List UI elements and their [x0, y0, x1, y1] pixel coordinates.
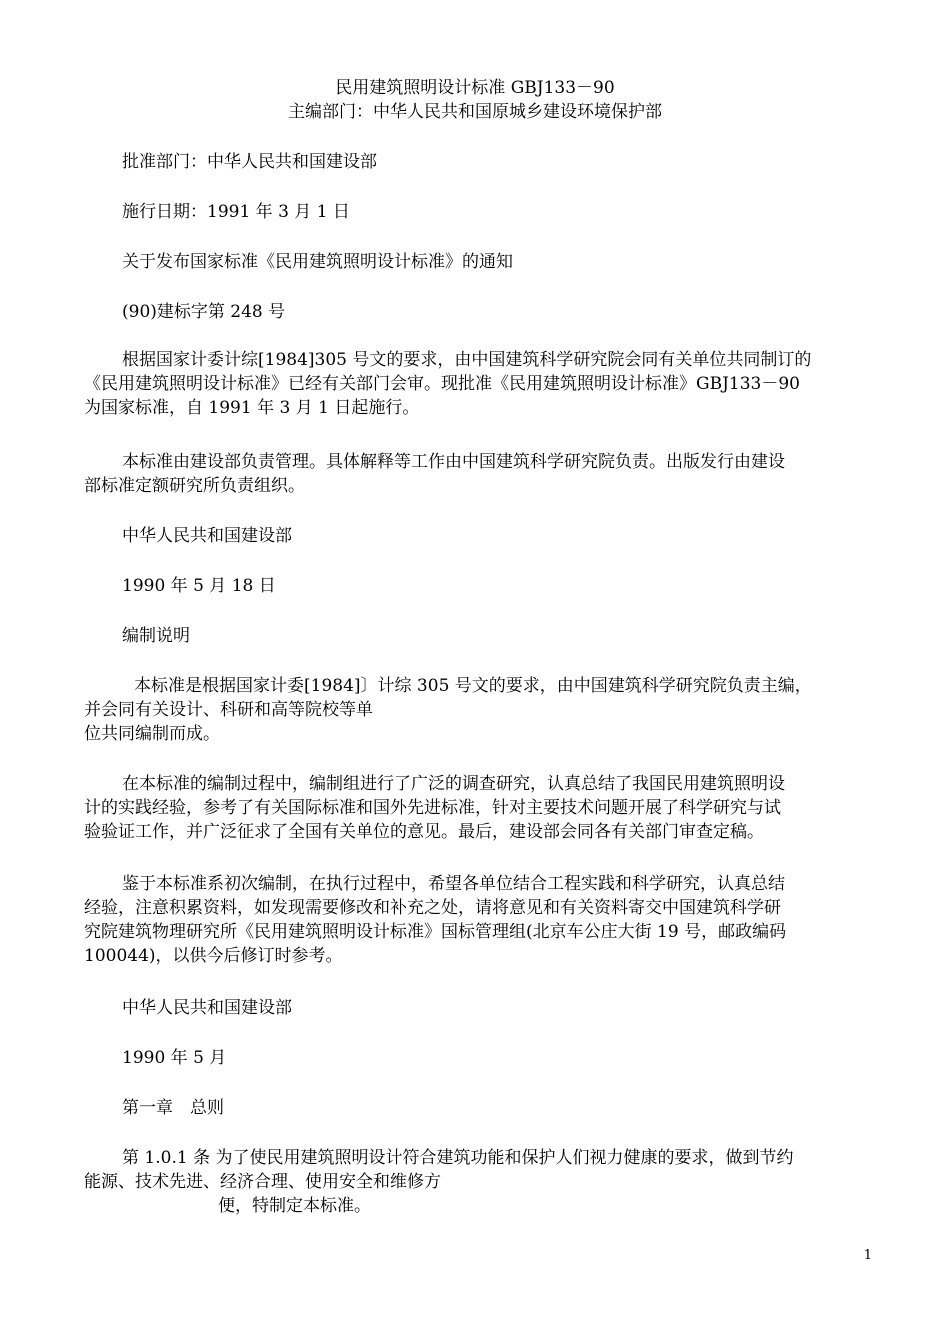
page-number: 1	[863, 1248, 872, 1263]
explanation-heading: 编制说明	[122, 626, 190, 646]
article-line-1: 第 1.0.1 条 为了使民用建筑照明设计符合建筑功能和保护人们视力健康的要求，做到节约	[122, 1148, 794, 1168]
article-line-3: 便，特制定本标准。	[218, 1196, 371, 1216]
chapter-1-heading: 第一章 总则	[122, 1098, 224, 1118]
approver-line: 批准部门：中华人民共和国建设部	[122, 152, 377, 172]
notice-paragraph-2	[84, 450, 874, 498]
doc-number: (90)建标字第 248 号	[122, 302, 286, 322]
explanation-paragraph-3	[84, 872, 874, 968]
notice-title: 关于发布国家标准《民用建筑照明设计标准》的通知	[122, 252, 513, 272]
explanation-signer: 中华人民共和国建设部	[122, 998, 292, 1018]
effective-date-line: 施行日期：1991 年 3 月 1 日	[122, 202, 350, 222]
notice-p1-line-3: 为国家标准，自 1991 年 3 月 1 日起施行。	[84, 398, 420, 418]
explanation-p1-line-2: 并会同有关设计、科研和高等院校等单	[84, 700, 373, 720]
notice-date: 1990 年 5 月 18 日	[122, 576, 276, 596]
explanation-p1-line-3: 位共同编制而成。	[84, 724, 220, 744]
notice-paragraph-1	[84, 348, 874, 420]
document-title: 民用建筑照明设计标准 GBJ133－90	[335, 78, 615, 98]
article-line-2: 能源、技术先进、经济合理、使用安全和维修方	[84, 1172, 441, 1192]
explanation-paragraph-1	[84, 674, 874, 746]
explanation-p3-line-4: 100044)，以供今后修订时参考。	[84, 946, 343, 966]
explanation-p3-line-3: 究院建筑物理研究所《民用建筑照明设计标准》国标管理组(北京车公庄大街 19 号，邮政编码	[84, 922, 787, 942]
explanation-p2-line-1: 在本标准的编制过程中，编制组进行了广泛的调查研究，认真总结了我国民用建筑照明设	[122, 774, 785, 794]
notice-p1-line-2: 《民用建筑照明设计标准》已经有关部门会审。现批准《民用建筑照明设计标准》GBJ133－90	[84, 374, 800, 394]
explanation-paragraph-2	[84, 772, 874, 844]
explanation-p2-line-3: 验验证工作，并广泛征求了全国有关单位的意见。最后，建设部会同各有关部门审查定稿。	[84, 822, 764, 842]
explanation-date: 1990 年 5 月	[122, 1048, 227, 1068]
notice-signer: 中华人民共和国建设部	[122, 526, 292, 546]
article-1-0-1	[84, 1146, 874, 1194]
explanation-p3-line-2: 经验，注意积累资料，如发现需要修改和补充之处，请将意见和有关资料寄交中国建筑科学研	[84, 898, 781, 918]
explanation-p3-line-1: 鉴于本标准系初次编制，在执行过程中，希望各单位结合工程实践和科学研究，认真总结	[122, 874, 785, 894]
explanation-p1-line-1: 本标准是根据国家计委[1984]〕计综 305 号文的要求，由中国建筑科学研究院负责主编，	[134, 676, 812, 696]
explanation-p2-line-2: 计的实践经验，参考了有关国际标准和国外先进标准，针对主要技术问题开展了科学研究与试	[84, 798, 781, 818]
editor-department: 主编部门：中华人民共和国原城乡建设环境保护部	[288, 102, 662, 122]
notice-p2-line-2: 部标准定额研究所负责组织。	[84, 476, 305, 496]
notice-p2-line-1: 本标准由建设部负责管理。具体解释等工作由中国建筑科学研究院负责。出版发行由建设	[122, 452, 785, 472]
notice-p1-line-1: 根据国家计委计综[1984]305 号文的要求，由中国建筑科学研究院会同有关单位共同制订的	[122, 350, 812, 370]
